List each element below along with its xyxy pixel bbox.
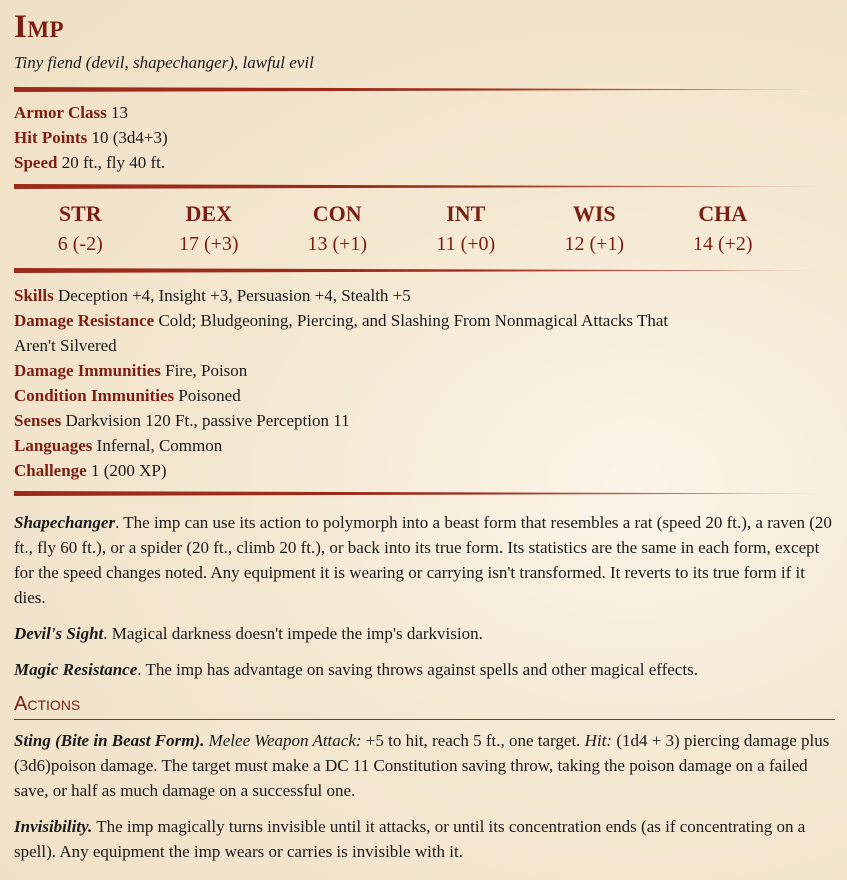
monster-name: Imp bbox=[14, 9, 65, 45]
ability-dex bbox=[145, 200, 274, 260]
trait-name: Shapechanger bbox=[14, 513, 116, 532]
divider bbox=[14, 184, 835, 189]
condition-immunities-line bbox=[14, 383, 835, 408]
attack-text: +5 to hit, reach 5 ft., one target. bbox=[361, 731, 585, 750]
trait-name: Magic Resistance bbox=[14, 660, 138, 679]
action-sting bbox=[14, 728, 835, 803]
trait-text: . The imp can use its action to polymorph into a beast form that resembles a rat (speed 20 ft.), a raven (20 ft., fly 60 ft.), or a spider (20 ft., climb 20 ft.), or back into its true form. Its statistics are the same in each form, except for the speed changes noted. Any equipment it is wearing or carrying isn't transformed. It reverts to its true form if it dies. bbox=[14, 513, 832, 607]
traits-block bbox=[14, 510, 835, 682]
trait-text: . The imp has advantage on saving throws against spells and other magical effects. bbox=[137, 660, 698, 679]
hit-points-label: Hit Points bbox=[14, 128, 88, 147]
monster-subtitle: Tiny fiend (devil, shapechanger), lawful evil bbox=[14, 53, 314, 72]
divider bbox=[14, 268, 835, 273]
action-name: Sting (Bite in Beast Form). bbox=[14, 731, 205, 750]
languages-line bbox=[14, 433, 835, 458]
armor-class-label: Armor Class bbox=[14, 103, 107, 122]
speed-line bbox=[14, 150, 835, 175]
senses-label: Senses bbox=[14, 411, 62, 430]
ability-value: 12 (+1) bbox=[564, 233, 625, 255]
damage-immunities-label: Damage Immunities bbox=[14, 361, 161, 380]
skills-value: Deception +4, Insight +3, Persuasion +4, Stealth +5 bbox=[57, 286, 411, 305]
trait-devils-sight bbox=[14, 621, 835, 646]
ability-int bbox=[402, 200, 531, 260]
ability-value: 13 (+1) bbox=[307, 233, 368, 255]
action-name: Invisibility. bbox=[14, 817, 93, 836]
speed-label: Speed bbox=[14, 153, 58, 172]
divider bbox=[14, 87, 835, 92]
ability-wis bbox=[530, 200, 659, 260]
ability-value: 14 (+2) bbox=[692, 233, 753, 255]
attack-type: Melee Weapon Attack: bbox=[208, 731, 362, 750]
languages-value: Infernal, Common bbox=[96, 436, 223, 455]
details-block bbox=[14, 283, 835, 483]
trait-shapechanger bbox=[14, 510, 835, 610]
ability-con bbox=[273, 200, 402, 260]
damage-resistance-line-2 bbox=[14, 333, 835, 358]
armor-class-line bbox=[14, 100, 835, 125]
ability-value: 6 (-2) bbox=[57, 233, 103, 255]
hit-points-line bbox=[14, 125, 835, 150]
damage-resistance-line bbox=[14, 308, 835, 333]
condition-immunities-label: Condition Immunities bbox=[14, 386, 175, 405]
actions-heading: Actions bbox=[14, 693, 835, 720]
skills-line bbox=[14, 283, 835, 308]
damage-immunities-line bbox=[14, 358, 835, 383]
ability-key: STR bbox=[58, 201, 102, 226]
trait-magic-resistance bbox=[14, 657, 835, 682]
ability-key: WIS bbox=[572, 201, 616, 226]
hit-text: (1d4 + 3) piercing damage plus (3d6)poison damage. The target must make a DC 11 Constitution saving throw, taking the poison damage on a failed save, or half as much damage on a successful one. bbox=[14, 731, 830, 800]
action-invisibility bbox=[14, 814, 835, 864]
trait-name: Devil's Sight bbox=[14, 624, 104, 643]
ability-value: 11 (+0) bbox=[436, 233, 496, 255]
armor-class-value: 13 bbox=[110, 103, 128, 122]
damage-resistance-value-2: Aren't Silvered bbox=[14, 336, 117, 355]
skills-label: Skills bbox=[14, 286, 54, 305]
ability-key: CON bbox=[312, 201, 362, 226]
damage-resistance-value: Cold; Bludgeoning, Piercing, and Slashing From Nonmagical Attacks That bbox=[158, 311, 669, 330]
trait-text: . Magical darkness doesn't impede the imp's darkvision. bbox=[103, 624, 483, 643]
challenge-value: 1 (200 XP) bbox=[90, 461, 167, 480]
languages-label: Languages bbox=[14, 436, 93, 455]
senses-line bbox=[14, 408, 835, 433]
senses-value: Darkvision 120 Ft., passive Perception 11 bbox=[65, 411, 350, 430]
divider bbox=[14, 491, 835, 496]
ability-key: CHA bbox=[698, 201, 748, 226]
ability-value: 17 (+3) bbox=[178, 233, 239, 255]
hit-points-value: 10 (3d4+3) bbox=[91, 128, 168, 147]
ability-cha bbox=[659, 200, 788, 260]
condition-immunities-value: Poisoned bbox=[178, 386, 241, 405]
challenge-line bbox=[14, 458, 835, 483]
ability-str bbox=[16, 200, 145, 260]
action-text: The imp magically turns invisible until it attacks, or until its concentration ends (as if concentrating on a spell). Any equipment the imp wears or carries is invisible with it. bbox=[14, 817, 806, 861]
challenge-label: Challenge bbox=[14, 461, 87, 480]
defense-block bbox=[14, 100, 835, 175]
ability-key: INT bbox=[446, 201, 486, 226]
damage-immunities-value: Fire, Poison bbox=[165, 361, 248, 380]
hit-label: Hit: bbox=[584, 731, 613, 750]
damage-resistance-label: Damage Resistance bbox=[14, 311, 155, 330]
speed-value: 20 ft., fly 40 ft. bbox=[61, 153, 166, 172]
actions-block bbox=[14, 728, 835, 864]
ability-scores bbox=[14, 200, 835, 260]
ability-key: DEX bbox=[185, 201, 232, 226]
